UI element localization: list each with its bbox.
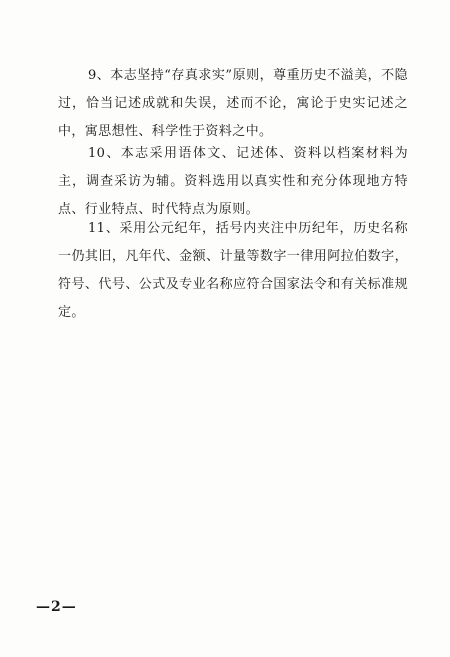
paragraph-9: 9、本志坚持“存真求实”原则，尊重历史不溢美，不隐过，恰当记述成就和失误，述而不论，寓论于史实记述之中，寓思想性、科学性于资料之中。 [58, 68, 408, 139]
page-number: —2— [36, 599, 77, 615]
paragraph-10: 10、本志采用语体文、记述体、资料以档案材料为主，调查采访为辅。资料选用以真实性和充分体现地方特点、行业特点、时代特点为原则。 [58, 146, 408, 217]
paragraph-11: 11、采用公元纪年，括号内夹注中历纪年，历史名称一仍其旧，凡年代、金额、计量等数字一律用阿拉伯数字，符号、代号、公式及专业名称应符合国家法令和有关标准规定。 [58, 221, 408, 320]
